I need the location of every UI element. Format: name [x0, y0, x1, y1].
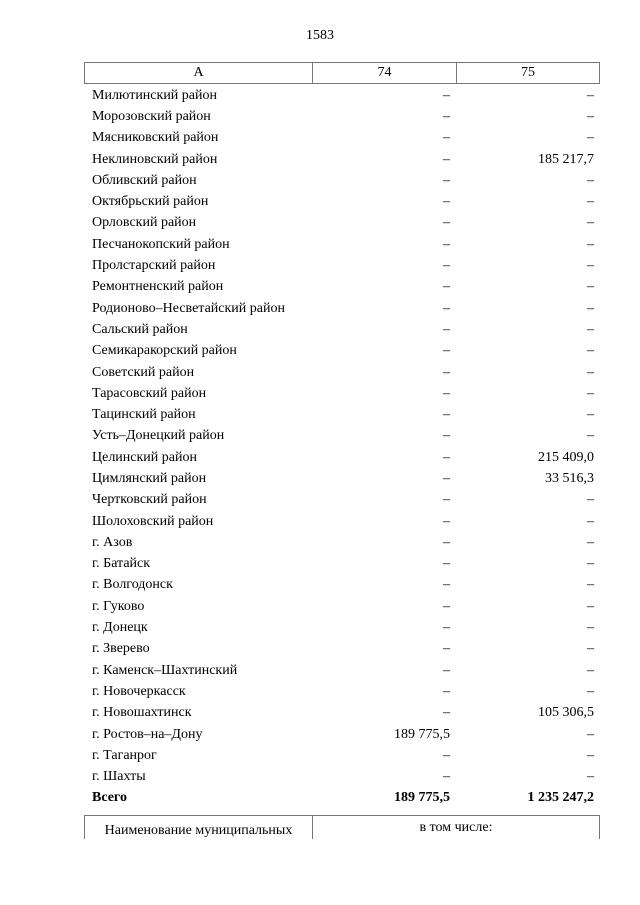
value-74: – [443, 620, 450, 636]
table-row [84, 617, 600, 638]
row-name: Родионово–Несветайский район [92, 300, 285, 316]
value-75: – [587, 343, 594, 359]
value-75: – [587, 172, 594, 188]
table-row [84, 191, 600, 212]
row-name: Мясниковский район [92, 130, 219, 146]
value-75: – [587, 747, 594, 763]
table-row [84, 128, 600, 149]
value-74: – [443, 385, 450, 401]
value-74: – [443, 683, 450, 699]
row-name: Песчанокопский район [92, 236, 230, 252]
table-row [84, 234, 600, 255]
row-name: г. Азов [92, 534, 133, 550]
value-74: – [443, 108, 450, 124]
value-75: – [587, 236, 594, 252]
table-row [84, 383, 600, 404]
row-name: Семикаракорский район [92, 343, 237, 359]
value-75: – [587, 577, 594, 593]
total-row [84, 788, 600, 809]
value-75: – [587, 130, 594, 146]
table-body [84, 85, 600, 809]
table-row [84, 511, 600, 532]
table-row [84, 554, 600, 575]
value-74: – [443, 279, 450, 295]
value-75: – [587, 321, 594, 337]
row-name: г. Волгодонск [92, 577, 173, 593]
value-74: – [443, 428, 450, 444]
table-row [84, 277, 600, 298]
value-74: – [443, 194, 450, 210]
row-name: г. Зверево [92, 641, 150, 657]
table-row [84, 639, 600, 660]
table-row [84, 213, 600, 234]
value-74: – [443, 300, 450, 316]
row-name: Тацинский район [92, 407, 196, 423]
row-name: г. Донецк [92, 620, 148, 636]
table-row [84, 149, 600, 170]
value-74: – [443, 577, 450, 593]
value-75: – [587, 769, 594, 785]
row-name: Пролстарский район [92, 258, 216, 274]
value-75: – [587, 300, 594, 316]
value-74: – [443, 364, 450, 380]
row-name: г. Каменск–Шахтинский [92, 662, 238, 678]
table-row [84, 298, 600, 319]
table-row [84, 490, 600, 511]
next-header-including-column: в том числе: [419, 819, 493, 835]
value-74: – [443, 769, 450, 785]
table-row [84, 362, 600, 383]
value-75: – [587, 641, 594, 657]
value-74: – [443, 151, 450, 167]
table-row [84, 170, 600, 191]
column-header-a: A [85, 63, 313, 83]
table-row [84, 319, 600, 340]
value-75: – [587, 108, 594, 124]
row-name: Сальский район [92, 321, 188, 337]
value-74: – [443, 534, 450, 550]
value-74: – [443, 641, 450, 657]
value-75: – [587, 194, 594, 210]
value-75: – [587, 258, 594, 274]
row-name: Октябрьский район [92, 194, 209, 210]
value-75: 33 516,3 [545, 470, 594, 486]
value-74: – [443, 513, 450, 529]
row-name: г. Батайск [92, 556, 151, 572]
value-75: 185 217,7 [538, 151, 594, 167]
table-row [84, 681, 600, 702]
table-row [84, 532, 600, 553]
column-header-74: 74 [313, 63, 457, 83]
value-75: – [587, 215, 594, 231]
value-75: – [587, 428, 594, 444]
table-header [84, 62, 600, 84]
row-name: Целинский район [92, 449, 197, 465]
value-74: – [443, 172, 450, 188]
value-74: 189 775,5 [394, 726, 450, 742]
table-row [84, 426, 600, 447]
value-75: – [587, 683, 594, 699]
value-74: – [443, 598, 450, 614]
value-74: – [443, 236, 450, 252]
value-74: – [443, 321, 450, 337]
row-name: Всего [92, 790, 127, 806]
value-74: – [443, 258, 450, 274]
row-name: Милютинский район [92, 87, 218, 103]
table-row [84, 703, 600, 724]
row-name: Обливский район [92, 172, 197, 188]
row-name: Советский район [92, 364, 195, 380]
row-name: г. Новочеркасск [92, 683, 186, 699]
table-row [84, 575, 600, 596]
row-name: Морозовский район [92, 108, 211, 124]
value-75: – [587, 385, 594, 401]
value-74: – [443, 87, 450, 103]
value-74: – [443, 705, 450, 721]
value-75: 105 306,5 [538, 705, 594, 721]
row-name: Усть–Донецкий район [92, 428, 225, 444]
value-74: – [443, 407, 450, 423]
table-row [84, 745, 600, 766]
value-74: – [443, 130, 450, 146]
table-row [84, 255, 600, 276]
value-75: – [587, 492, 594, 508]
table-row [84, 85, 600, 106]
row-name: Чертковский район [92, 492, 207, 508]
value-75: – [587, 620, 594, 636]
value-74: – [443, 662, 450, 678]
value-75: – [587, 726, 594, 742]
value-75: – [587, 513, 594, 529]
table-row [84, 447, 600, 468]
table-row [84, 660, 600, 681]
table-row [84, 596, 600, 617]
value-74: – [443, 747, 450, 763]
value-74: 189 775,5 [394, 790, 450, 806]
column-header-75: 75 [521, 65, 535, 80]
value-75: – [587, 662, 594, 678]
value-75: 1 235 247,2 [527, 790, 594, 806]
row-name: Неклиновский район [92, 151, 218, 167]
value-74: – [443, 343, 450, 359]
table-row [84, 404, 600, 425]
table-row [84, 106, 600, 127]
table-row [84, 341, 600, 362]
next-header-name-column: Наименование муниципальных [85, 816, 313, 839]
table-row [84, 724, 600, 745]
value-75: – [587, 279, 594, 295]
row-name: Тарасовский район [92, 385, 207, 401]
row-name: г. Шахты [92, 769, 146, 785]
row-name: Ремонтненский район [92, 279, 224, 295]
value-74: – [443, 470, 450, 486]
value-74: – [443, 492, 450, 508]
row-name: г. Ростов–на–Дону [92, 726, 203, 742]
value-75: – [587, 556, 594, 572]
value-75: – [587, 598, 594, 614]
value-75: 215 409,0 [538, 449, 594, 465]
row-name: г. Гуково [92, 598, 145, 614]
next-table-header [84, 815, 600, 839]
value-75: – [587, 87, 594, 103]
value-75: – [587, 407, 594, 423]
page-number: 1583 [306, 28, 334, 43]
table-row [84, 468, 600, 489]
value-74: – [443, 449, 450, 465]
row-name: Орловский район [92, 215, 197, 231]
value-74: – [443, 215, 450, 231]
row-name: г. Таганрог [92, 747, 157, 763]
row-name: Цимлянский район [92, 470, 207, 486]
value-74: – [443, 556, 450, 572]
row-name: г. Новошахтинск [92, 705, 192, 721]
value-75: – [587, 534, 594, 550]
value-75: – [587, 364, 594, 380]
row-name: Шолоховский район [92, 513, 214, 529]
table-row [84, 767, 600, 788]
